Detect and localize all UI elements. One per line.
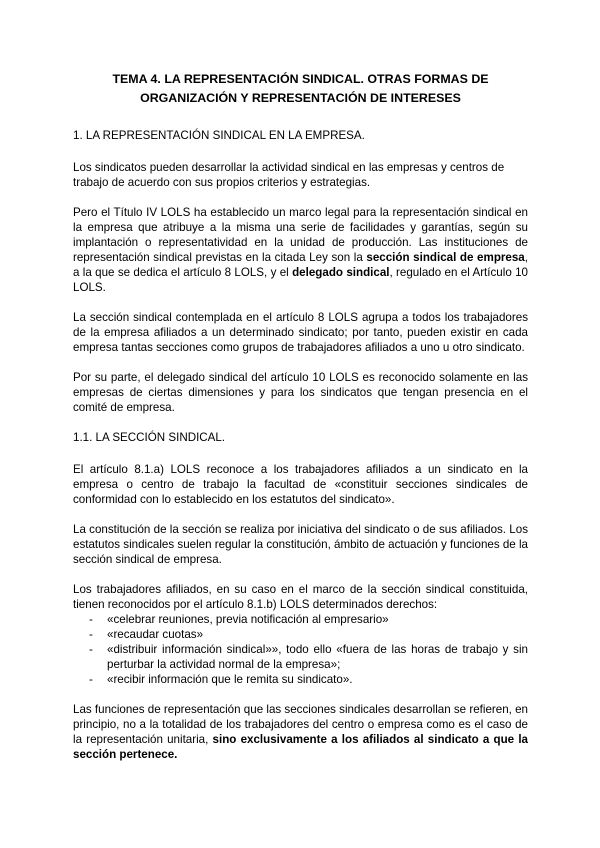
list-item-text: «recaudar cuotas»	[107, 628, 204, 641]
paragraph-6: La constitución de la sección se realiza por iniciativa del sindicato o de sus afiliados. Los estatutos sindicales suelen regular la constitución, ámbito de actuación y funciones de la sección sindical de empresa.	[73, 523, 529, 566]
list-item-text: «celebrar reuniones, previa notificación al empresario»	[107, 613, 389, 626]
list-item	[73, 627, 528, 642]
list-dash: -	[89, 628, 93, 641]
paragraph-8-text-a: Las funciones de representación que las secciones sindicales desarrollan se refieren, en principio, no a la totalidad de los trabajadores del centro o empresa como es el caso de la representación unitaria,	[73, 703, 529, 746]
paragraph-4: Por su parte, el delegado sindical del artículo 10 LOLS es reconocido solamente en las empresas de ciertas dimensiones y para los sindicatos que tengan presencia en el comité de empresa.	[73, 371, 528, 414]
paragraph-2-text-c: , a la que se dedica el artículo 8 LOLS, y el	[73, 251, 528, 279]
list-dash: -	[89, 673, 93, 686]
section-heading: 1. LA REPRESENTACIÓN SINDICAL EN LA EMPRESA.	[73, 129, 365, 142]
list-dash: -	[89, 643, 93, 656]
paragraph-2-text-e: , regulado en el Artículo 10 LOLS.	[73, 266, 528, 294]
rights-list	[73, 612, 528, 687]
paragraph-8-bold-afiliados: sino exclusivamente a los afiliados al sindicato a que la sección pertenece.	[73, 733, 528, 761]
list-item-text: «distribuir información sindical»», todo ello «fuera de las horas de trabajo y sin perturbar la actividad normal de la empresa»;	[107, 643, 528, 671]
paragraph-2-text-a: Pero el Título IV LOLS ha establecido un marco legal para la representación sindical en la empresa que atribuye a la misma una serie de facilidades y garantías, según su implantación o representatividad en la unidad de producción. Las instituciones de representación sindical previstas en la citada Ley son la	[73, 206, 528, 264]
paragraph-2-bold-delegado: delegado sindical	[292, 266, 390, 279]
list-item	[73, 672, 528, 687]
title-line-1: TEMA 4. LA REPRESENTACIÓN SINDICAL. OTRAS FORMAS DE	[112, 72, 489, 86]
paragraph-5: El artículo 8.1.a) LOLS reconoce a los trabajadores afiliados a un sindicato en la empresa o centro de trabajo la facultad de «constituir secciones sindicales de conformidad con lo establecido en los estatutos del sindicato».	[73, 463, 528, 506]
paragraph-1: Los sindicatos pueden desarrollar la actividad sindical en las empresas y centros de trabajo de acuerdo con sus propios criterios y estrategias.	[73, 161, 505, 189]
paragraph-8	[73, 702, 528, 762]
list-item	[73, 642, 528, 672]
paragraph-3: La sección sindical contemplada en el artículo 8 LOLS agrupa a todos los trabajadores de la empresa afiliados a un determinado sindicato; por tanto, pueden existir en cada empresa tantas secciones como grupos de trabajadores afiliados a uno u otro sindicato.	[73, 311, 528, 354]
subsection-heading: 1.1. LA SECCIÓN SINDICAL.	[73, 431, 226, 444]
paragraph-7: Los trabajadores afiliados, en su caso en el marco de la sección sindical constituida, tienen reconocidos por el artículo 8.1.b) LOLS determinados derechos:	[73, 583, 528, 611]
paragraph-2	[73, 205, 528, 295]
list-item-text: «recibir información que le remita su sindicato».	[107, 673, 353, 686]
document-title	[73, 70, 528, 108]
list-dash: -	[89, 613, 93, 626]
title-line-2: ORGANIZACIÓN Y REPRESENTACIÓN DE INTERESES	[140, 91, 461, 105]
list-item	[73, 612, 528, 627]
paragraph-2-bold-seccion: sección sindical de empresa	[366, 251, 525, 264]
